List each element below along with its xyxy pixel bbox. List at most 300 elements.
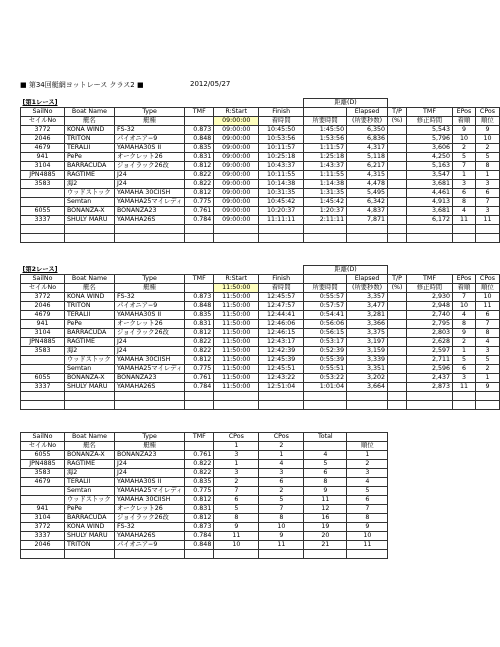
table-row bbox=[21, 198, 500, 207]
elapsed-time-cell: 1:25:18 bbox=[304, 153, 347, 162]
blank-row bbox=[21, 550, 388, 559]
corrected-time-cell: 2,930 bbox=[407, 293, 453, 302]
blank-cell bbox=[452, 225, 475, 234]
boat-type-cell: YAMAHA25マイレディ bbox=[115, 487, 185, 496]
boat-name-cell: KONA WIND bbox=[64, 293, 114, 302]
tmf-cell: 0.873 bbox=[185, 126, 214, 135]
tmf-cell: 0.848 bbox=[185, 302, 214, 311]
tmf-cell: 0.775 bbox=[185, 487, 214, 496]
race2-sub-type: 艇種 bbox=[114, 284, 184, 293]
cpos-cell: 6 bbox=[475, 189, 499, 198]
blank-cell bbox=[347, 401, 388, 410]
sailno-cell: 6055 bbox=[21, 207, 65, 216]
sailno-cell bbox=[21, 487, 65, 496]
tmf-cell: 0.822 bbox=[185, 469, 214, 478]
boat-type-cell: J24 bbox=[114, 347, 184, 356]
sailno-cell: 3772 bbox=[21, 523, 65, 532]
cpos2-cell: 11 bbox=[259, 541, 304, 550]
tmf-cell: 0.831 bbox=[185, 153, 214, 162]
race2-sub-tp: (%) bbox=[388, 284, 407, 293]
race1-section-row bbox=[21, 99, 500, 108]
elapsed-seconds-cell: 3,357 bbox=[347, 293, 388, 302]
elapsed-seconds-cell: 7,871 bbox=[347, 216, 388, 225]
cpos2-cell: 7 bbox=[259, 505, 304, 514]
blank-cell bbox=[185, 234, 214, 243]
blank-cell bbox=[185, 401, 214, 410]
tp-cell bbox=[388, 293, 407, 302]
tmf-cell: 0.822 bbox=[185, 347, 214, 356]
finish-time-cell: 12:51:04 bbox=[259, 383, 304, 392]
elapsed-seconds-cell: 3,197 bbox=[347, 338, 388, 347]
boat-type-cell: FS-32 bbox=[114, 293, 184, 302]
elapsed-time-cell: 0:57:57 bbox=[304, 302, 347, 311]
blank-cell bbox=[452, 392, 475, 401]
boat-type-cell: YAMAHA25マイレディ bbox=[114, 198, 184, 207]
cpos-cell: 9 bbox=[475, 126, 499, 135]
table-row bbox=[21, 135, 500, 144]
tmf-cell: 0.812 bbox=[185, 514, 214, 523]
sailno-cell: 3772 bbox=[21, 293, 65, 302]
blank-cell bbox=[185, 550, 214, 559]
race2-hdr-sailno: SailNo bbox=[21, 275, 65, 284]
cpos-cell: 7 bbox=[475, 320, 499, 329]
boat-type-cell: J24 bbox=[114, 338, 184, 347]
tmf-cell: 0.784 bbox=[185, 216, 214, 225]
corrected-time-cell: 2,948 bbox=[407, 302, 453, 311]
race1-sub-type: 艇種 bbox=[114, 117, 184, 126]
race2-hdr-cpos: CPos bbox=[475, 275, 499, 284]
boat-name-cell: 海2 bbox=[64, 347, 114, 356]
blank-cell bbox=[304, 550, 347, 559]
table-row bbox=[21, 189, 500, 198]
cpos-cell: 8 bbox=[475, 329, 499, 338]
race2-sub-finish: 着時間 bbox=[259, 284, 304, 293]
elapsed-seconds-cell: 3,366 bbox=[347, 320, 388, 329]
blank-cell bbox=[475, 401, 499, 410]
blank-row bbox=[21, 234, 500, 243]
boat-type-cell: FS-32 bbox=[115, 523, 185, 532]
table-row bbox=[21, 383, 500, 392]
table-row bbox=[21, 505, 388, 514]
race2-sub-corrected: 修正時間 bbox=[407, 284, 453, 293]
epos-cell: 4 bbox=[452, 311, 475, 320]
summary-hdr-total: Total bbox=[304, 433, 347, 442]
race1-sub-boat: 艇名 bbox=[64, 117, 114, 126]
race1-hdr-cpos: CPos bbox=[475, 108, 499, 117]
table-row bbox=[21, 302, 500, 311]
elapsed-seconds-cell: 4,837 bbox=[347, 207, 388, 216]
corrected-time-cell: 4,250 bbox=[407, 153, 453, 162]
boat-name-cell: Semtan bbox=[64, 198, 114, 207]
page-header bbox=[20, 80, 231, 90]
boat-name-cell: BARRACUDA bbox=[64, 162, 114, 171]
rank-cell: 2 bbox=[347, 460, 388, 469]
finish-time-cell: 10:53:56 bbox=[259, 135, 304, 144]
elapsed-seconds-cell: 6,217 bbox=[347, 162, 388, 171]
cpos1-cell: 2 bbox=[214, 478, 259, 487]
elapsed-time-cell: 1:11:55 bbox=[304, 171, 347, 180]
boat-type-cell: オークレット26 bbox=[115, 505, 185, 514]
finish-time-cell: 10:43:37 bbox=[259, 162, 304, 171]
cpos1-cell: 9 bbox=[214, 523, 259, 532]
corrected-time-cell: 2,597 bbox=[407, 347, 453, 356]
race1-sub-tp: (%) bbox=[388, 117, 407, 126]
race2-sub-elapsed-hms: 所要時間 bbox=[304, 284, 347, 293]
boat-name-cell: PePe bbox=[64, 153, 114, 162]
corrected-time-cell: 2,628 bbox=[407, 338, 453, 347]
tmf-cell: 0.831 bbox=[185, 320, 214, 329]
boat-name-cell: SHULY MARU bbox=[65, 532, 115, 541]
elapsed-time-cell: 0:53:17 bbox=[304, 338, 347, 347]
race2-hdr-finish: Finish bbox=[259, 275, 304, 284]
elapsed-seconds-cell: 4,478 bbox=[347, 180, 388, 189]
rank-cell: 8 bbox=[347, 514, 388, 523]
boat-name-cell: 海2 bbox=[64, 180, 114, 189]
boat-name-cell: TERALII bbox=[65, 478, 115, 487]
race2-table bbox=[20, 265, 500, 410]
sailno-cell bbox=[21, 198, 65, 207]
boat-name-cell: BONANZA-X bbox=[64, 207, 114, 216]
race1-sub-finish: 着時間 bbox=[259, 117, 304, 126]
blank-cell bbox=[115, 550, 185, 559]
epos-cell: 8 bbox=[452, 198, 475, 207]
race1-sub-epos: 着順 bbox=[452, 117, 475, 126]
tp-cell bbox=[388, 144, 407, 153]
sailno-cell: 3337 bbox=[21, 383, 65, 392]
summary-sub-type: 艇種 bbox=[115, 442, 185, 451]
tp-cell bbox=[388, 207, 407, 216]
cpos2-cell: 10 bbox=[259, 523, 304, 532]
elapsed-time-cell: 1:45:50 bbox=[304, 126, 347, 135]
start-time-cell: 09:00:00 bbox=[214, 189, 259, 198]
blank-cell bbox=[114, 392, 184, 401]
blank-cell bbox=[114, 234, 184, 243]
total-cell: 16 bbox=[304, 514, 347, 523]
start-time-cell: 09:00:00 bbox=[214, 207, 259, 216]
race1-sub-sailno: セイルNo bbox=[21, 117, 65, 126]
corrected-time-cell: 3,606 bbox=[407, 144, 453, 153]
page-date: 2012/05/27 bbox=[190, 80, 231, 88]
tp-cell bbox=[388, 189, 407, 198]
start-time-cell: 09:00:00 bbox=[214, 171, 259, 180]
sailno-cell bbox=[21, 356, 65, 365]
sailno-cell: 3772 bbox=[21, 126, 65, 135]
boat-type-cell: BONANZA23 bbox=[115, 451, 185, 460]
blank-cell bbox=[64, 392, 114, 401]
cpos1-cell: 1 bbox=[214, 460, 259, 469]
race2-section-label: [第2レース] bbox=[22, 265, 58, 273]
start-time-cell: 09:00:00 bbox=[214, 135, 259, 144]
elapsed-time-cell: 1:53:56 bbox=[304, 135, 347, 144]
tmf-cell: 0.784 bbox=[185, 532, 214, 541]
boat-name-cell: PePe bbox=[64, 320, 114, 329]
finish-time-cell: 10:31:35 bbox=[259, 189, 304, 198]
tp-cell bbox=[388, 216, 407, 225]
tmf-cell: 0.812 bbox=[185, 356, 214, 365]
rank-cell: 1 bbox=[347, 451, 388, 460]
epos-cell: 1 bbox=[452, 347, 475, 356]
elapsed-seconds-cell: 4,315 bbox=[347, 171, 388, 180]
tp-cell bbox=[388, 356, 407, 365]
cpos1-cell: 11 bbox=[214, 532, 259, 541]
race2-section-row bbox=[21, 266, 500, 275]
table-row bbox=[21, 478, 388, 487]
corrected-time-cell: 2,740 bbox=[407, 311, 453, 320]
finish-time-cell: 12:44:41 bbox=[259, 311, 304, 320]
boat-type-cell: J24 bbox=[115, 469, 185, 478]
epos-cell: 7 bbox=[452, 162, 475, 171]
boat-name-cell: 海2 bbox=[65, 469, 115, 478]
cpos-cell: 3 bbox=[475, 180, 499, 189]
blank-cell bbox=[475, 225, 499, 234]
blank-cell bbox=[407, 392, 453, 401]
tmf-cell: 0.812 bbox=[185, 162, 214, 171]
finish-time-cell: 10:11:57 bbox=[259, 144, 304, 153]
cpos2-cell: 5 bbox=[259, 496, 304, 505]
elapsed-seconds-cell: 3,375 bbox=[347, 329, 388, 338]
race2-sub-epos: 着順 bbox=[452, 284, 475, 293]
cpos2-cell: 3 bbox=[259, 469, 304, 478]
total-cell: 20 bbox=[304, 532, 347, 541]
elapsed-seconds-cell: 5,495 bbox=[347, 189, 388, 198]
boat-name-cell: BARRACUDA bbox=[64, 329, 114, 338]
boat-type-cell: BONANZA23 bbox=[114, 207, 184, 216]
boat-name-cell: SHULY MARU bbox=[64, 383, 114, 392]
blank-cell bbox=[65, 550, 115, 559]
blank-cell bbox=[452, 401, 475, 410]
tp-cell bbox=[388, 171, 407, 180]
summary-sub-tmf bbox=[185, 442, 214, 451]
cpos-cell: 2 bbox=[475, 144, 499, 153]
cpos-cell: 4 bbox=[475, 338, 499, 347]
cpos-cell: 10 bbox=[475, 293, 499, 302]
table-row bbox=[21, 347, 500, 356]
table-row bbox=[21, 487, 388, 496]
cpos1-cell: 7 bbox=[214, 487, 259, 496]
race1-hdr-type: Type bbox=[114, 108, 184, 117]
boat-name-cell: TERALII bbox=[64, 311, 114, 320]
tp-cell bbox=[388, 383, 407, 392]
total-cell: 6 bbox=[304, 469, 347, 478]
blank-cell bbox=[21, 401, 65, 410]
blank-cell bbox=[347, 550, 388, 559]
race1-sub-elapsed-hms: 所要時間 bbox=[304, 117, 347, 126]
tmf-cell: 0.812 bbox=[185, 329, 214, 338]
blank-cell bbox=[452, 234, 475, 243]
sailno-cell: 3583 bbox=[21, 180, 65, 189]
blank-cell bbox=[259, 392, 304, 401]
boat-type-cell: J24 bbox=[114, 180, 184, 189]
race1-hdr-corrected: TMF bbox=[407, 108, 453, 117]
blank-cell bbox=[304, 401, 347, 410]
blank-cell bbox=[475, 234, 499, 243]
race2-hdr-tp: T/P bbox=[388, 275, 407, 284]
race1-start-time: 09:00:00 bbox=[214, 117, 259, 126]
blank-cell bbox=[64, 225, 114, 234]
boat-type-cell: YAMAHA 30CIISH bbox=[114, 356, 184, 365]
cpos-cell: 9 bbox=[475, 383, 499, 392]
finish-time-cell: 12:43:22 bbox=[259, 374, 304, 383]
elapsed-seconds-cell: 3,159 bbox=[347, 347, 388, 356]
race1-hdr-elapsed: Elapsed bbox=[347, 108, 388, 117]
start-time-cell: 11:50:00 bbox=[214, 347, 259, 356]
sailno-cell: 2046 bbox=[21, 302, 65, 311]
race2-header-row bbox=[21, 275, 500, 284]
table-row bbox=[21, 469, 388, 478]
total-cell: 5 bbox=[304, 460, 347, 469]
blank-cell bbox=[214, 392, 259, 401]
tmf-cell: 0.761 bbox=[185, 207, 214, 216]
rank-cell: 9 bbox=[347, 523, 388, 532]
blank-cell bbox=[407, 225, 453, 234]
table-row bbox=[21, 320, 500, 329]
boat-type-cell: J24 bbox=[115, 460, 185, 469]
start-time-cell: 11:50:00 bbox=[214, 302, 259, 311]
table-row bbox=[21, 293, 500, 302]
start-time-cell: 11:50:00 bbox=[214, 320, 259, 329]
cpos2-cell: 4 bbox=[259, 460, 304, 469]
tmf-cell: 0.812 bbox=[185, 496, 214, 505]
elapsed-seconds-cell: 3,351 bbox=[347, 365, 388, 374]
sailno-cell: 941 bbox=[21, 153, 65, 162]
corrected-time-cell: 3,681 bbox=[407, 207, 453, 216]
race2-hdr-corrected: TMF bbox=[407, 275, 453, 284]
cpos1-cell: 5 bbox=[214, 505, 259, 514]
epos-cell: 6 bbox=[452, 365, 475, 374]
tmf-cell: 0.835 bbox=[185, 144, 214, 153]
start-time-cell: 09:00:00 bbox=[214, 144, 259, 153]
blank-row bbox=[21, 225, 500, 234]
table-row bbox=[21, 171, 500, 180]
table-row bbox=[21, 126, 500, 135]
elapsed-seconds-cell: 6,836 bbox=[347, 135, 388, 144]
table-row bbox=[21, 162, 500, 171]
summary-subheader-row bbox=[21, 442, 388, 451]
cpos-cell: 11 bbox=[475, 216, 499, 225]
start-time-cell: 09:00:00 bbox=[214, 162, 259, 171]
blank-cell bbox=[185, 225, 214, 234]
race2-hdr-start: R:Start bbox=[214, 275, 259, 284]
table-row bbox=[21, 153, 500, 162]
summary-sub-sailno: セイルNo bbox=[21, 442, 65, 451]
table-row bbox=[21, 496, 388, 505]
corrected-time-cell: 2,437 bbox=[407, 374, 453, 383]
tp-cell bbox=[388, 320, 407, 329]
elapsed-time-cell: 0:55:57 bbox=[304, 293, 347, 302]
cpos-cell: 8 bbox=[475, 162, 499, 171]
race1-hdr-epos: EPos bbox=[452, 108, 475, 117]
epos-cell: 9 bbox=[452, 126, 475, 135]
race2-hdr-boat: Boat Name bbox=[64, 275, 114, 284]
boat-type-cell: YAMAHA30S II bbox=[115, 478, 185, 487]
summary-hdr-rank bbox=[347, 433, 388, 442]
start-time-cell: 11:50:00 bbox=[214, 329, 259, 338]
finish-time-cell: 10:14:38 bbox=[259, 180, 304, 189]
boat-name-cell: Semtan bbox=[65, 487, 115, 496]
summary-sub-total bbox=[304, 442, 347, 451]
elapsed-time-cell: 1:45:42 bbox=[304, 198, 347, 207]
blank-cell bbox=[259, 401, 304, 410]
race1-table bbox=[20, 98, 500, 243]
cpos-cell: 10 bbox=[475, 135, 499, 144]
boat-type-cell: YAMAHA 30CIISH bbox=[114, 189, 184, 198]
cpos-cell: 1 bbox=[475, 374, 499, 383]
corrected-time-cell: 2,873 bbox=[407, 383, 453, 392]
total-cell: 9 bbox=[304, 487, 347, 496]
corrected-time-cell: 5,796 bbox=[407, 135, 453, 144]
corrected-time-cell: 6,172 bbox=[407, 216, 453, 225]
tmf-cell: 0.784 bbox=[185, 383, 214, 392]
cpos-cell: 7 bbox=[475, 198, 499, 207]
finish-time-cell: 12:45:57 bbox=[259, 293, 304, 302]
boat-type-cell: BONANZA23 bbox=[114, 374, 184, 383]
boat-name-cell: BARRACUDA bbox=[65, 514, 115, 523]
race2-sub-boat: 艇名 bbox=[64, 284, 114, 293]
boat-name-cell: SHULY MARU bbox=[64, 216, 114, 225]
page-title: ■ 第34回艇網ヨットレース クラス2 ■ bbox=[20, 81, 144, 89]
boat-type-cell: パイオニア−9 bbox=[114, 302, 184, 311]
epos-cell: 3 bbox=[452, 180, 475, 189]
epos-cell: 3 bbox=[452, 374, 475, 383]
cpos-cell: 1 bbox=[475, 171, 499, 180]
finish-time-cell: 12:47:57 bbox=[259, 302, 304, 311]
epos-cell: 6 bbox=[452, 189, 475, 198]
table-row bbox=[21, 216, 500, 225]
blank-cell bbox=[64, 234, 114, 243]
boat-name-cell: PePe bbox=[65, 505, 115, 514]
summary-header-row bbox=[21, 433, 388, 442]
summary-sub-cpos2: 2 bbox=[259, 442, 304, 451]
boat-type-cell: YAMAHA26S bbox=[115, 532, 185, 541]
tp-cell bbox=[388, 135, 407, 144]
blank-cell bbox=[304, 225, 347, 234]
boat-type-cell: パイオニア−9 bbox=[115, 541, 185, 550]
boat-type-cell: オークレット26 bbox=[114, 320, 184, 329]
table-row bbox=[21, 374, 500, 383]
boat-name-cell: RAGTIME bbox=[64, 338, 114, 347]
corrected-time-cell: 2,711 bbox=[407, 356, 453, 365]
boat-type-cell: YAMAHA30S II bbox=[114, 311, 184, 320]
elapsed-time-cell: 1:11:57 bbox=[304, 144, 347, 153]
race1-section-label: [第1レース] bbox=[22, 98, 58, 106]
blank-cell bbox=[114, 401, 184, 410]
race2-hdr-epos: EPos bbox=[452, 275, 475, 284]
boat-name-cell: KONA WIND bbox=[64, 126, 114, 135]
corrected-time-cell: 4,461 bbox=[407, 189, 453, 198]
rank-cell: 7 bbox=[347, 505, 388, 514]
boat-type-cell: J24 bbox=[114, 171, 184, 180]
sailno-cell: 4679 bbox=[21, 311, 65, 320]
boat-type-cell: YAMAHA26S bbox=[114, 383, 184, 392]
sailno-cell: 3337 bbox=[21, 532, 65, 541]
cpos2-cell: 6 bbox=[259, 478, 304, 487]
race2-sub-elapsed-sec: (所要秒数) bbox=[347, 284, 388, 293]
blank-cell bbox=[214, 550, 259, 559]
race1-hdr-tp: T/P bbox=[388, 108, 407, 117]
summary-sub-boat: 艇名 bbox=[65, 442, 115, 451]
table-row bbox=[21, 365, 500, 374]
boat-name-cell: ウッドストック bbox=[65, 496, 115, 505]
tmf-cell: 0.822 bbox=[185, 180, 214, 189]
rank-cell: 6 bbox=[347, 496, 388, 505]
blank-cell bbox=[475, 392, 499, 401]
race1-header-row bbox=[21, 108, 500, 117]
sailno-cell: 6055 bbox=[21, 451, 65, 460]
elapsed-time-cell: 1:14:38 bbox=[304, 180, 347, 189]
blank-cell bbox=[21, 392, 65, 401]
tp-cell bbox=[388, 338, 407, 347]
elapsed-time-cell: 0:54:41 bbox=[304, 311, 347, 320]
